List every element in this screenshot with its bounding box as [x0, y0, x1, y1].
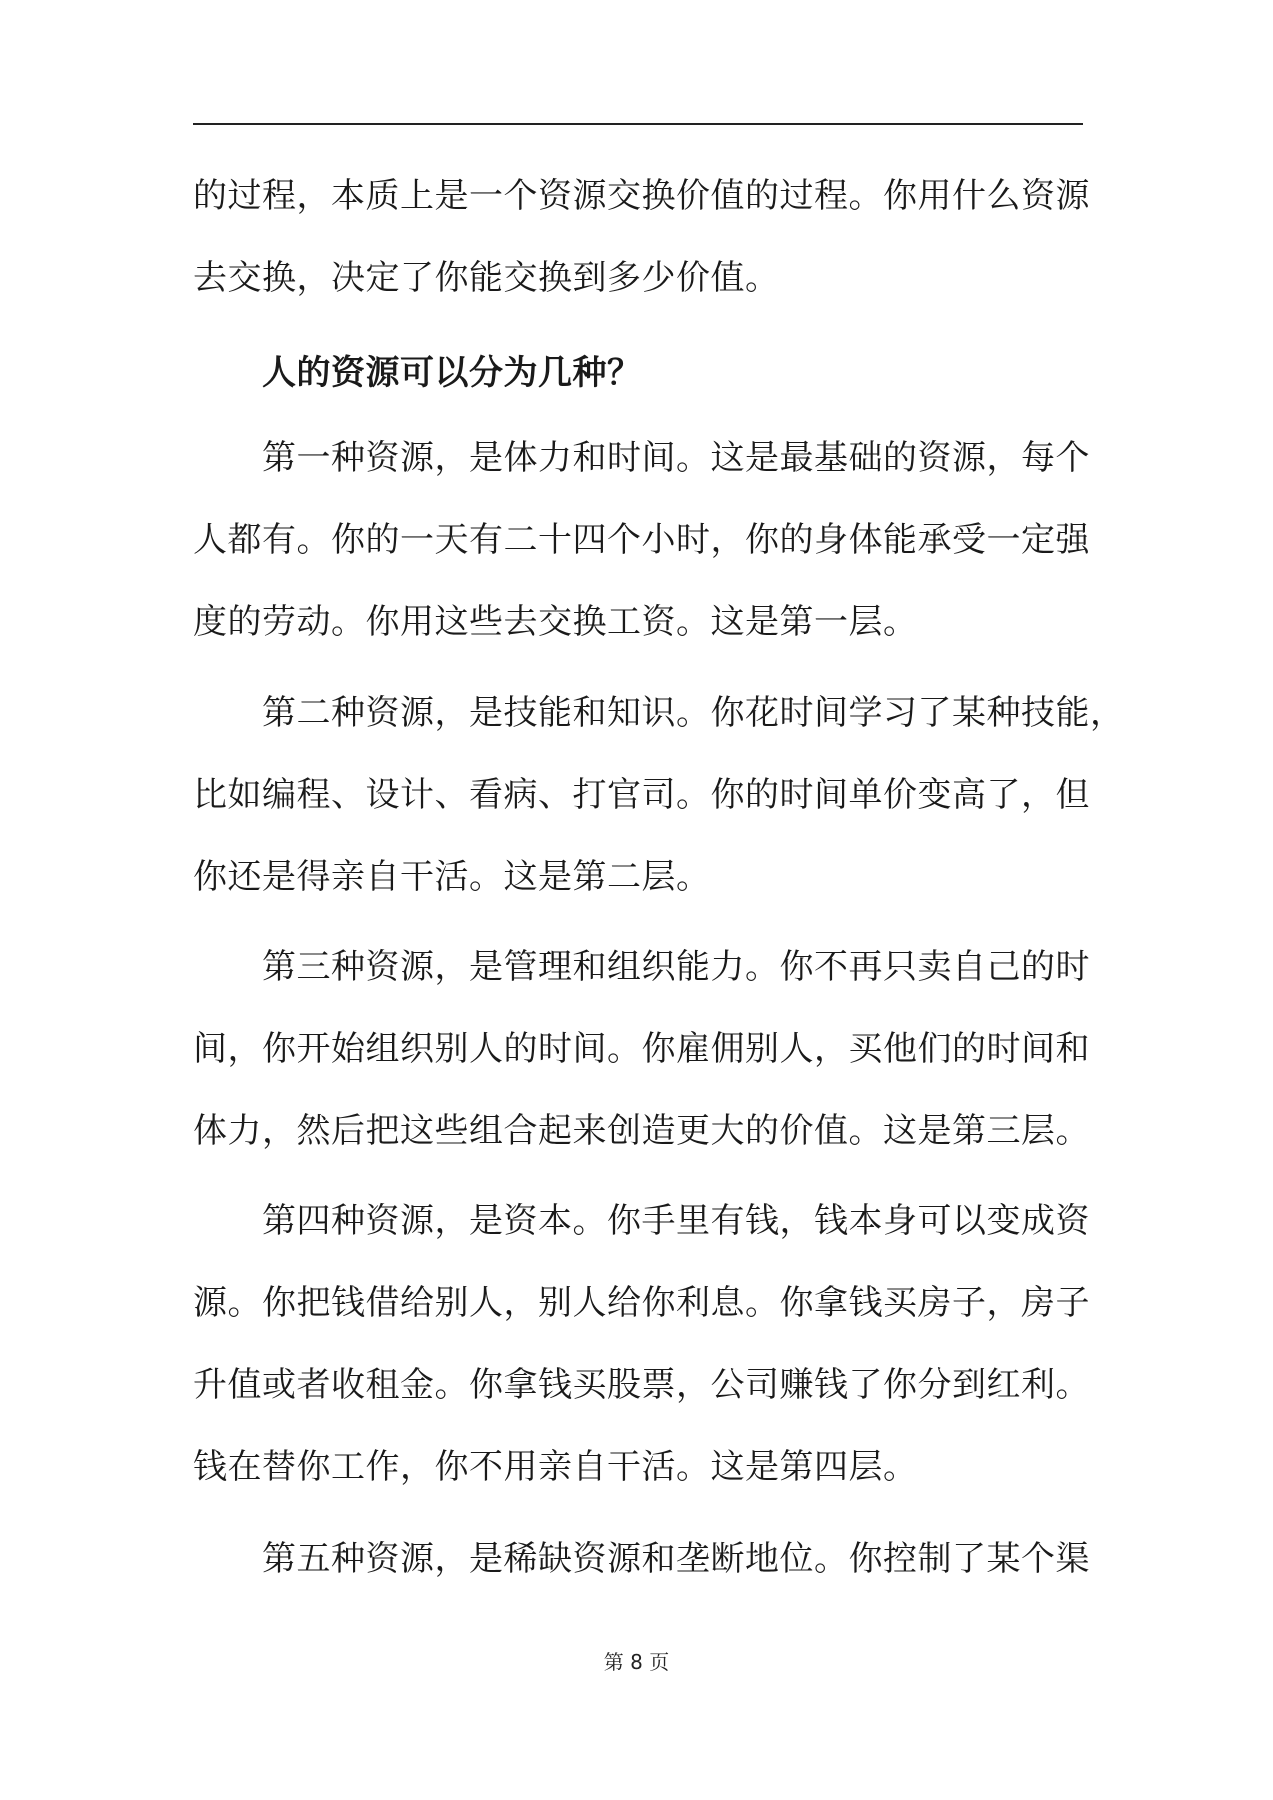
text-line: 第三种资源，是管理和组织能力。你不再只卖自己的时 [262, 947, 1090, 987]
text-line: 度的劳动。你用这些去交换工资。这是第一层。 [193, 602, 918, 642]
text-line: 去交换，决定了你能交换到多少价值。 [193, 258, 780, 298]
text-line: 人都有。你的一天有二十四个小时，你的身体能承受一定强 [193, 520, 1090, 560]
text-line: 第四种资源，是资本。你手里有钱，钱本身可以变成资 [262, 1201, 1090, 1241]
text-line: 体力，然后把这些组合起来创造更大的价值。这是第三层。 [193, 1111, 1090, 1151]
text-line: 源。你把钱借给别人，别人给你利息。你拿钱买房子，房子 [193, 1283, 1090, 1323]
text-line: 第五种资源，是稀缺资源和垄断地位。你控制了某个渠 [262, 1539, 1090, 1579]
section-heading: 人的资源可以分为几种？ [262, 353, 642, 393]
text-line: 第一种资源，是体力和时间。这是最基础的资源，每个 [262, 438, 1090, 478]
text-line: 的过程，本质上是一个资源交换价值的过程。你用什么资源 [193, 176, 1090, 216]
text-line: 比如编程、设计、看病、打官司。你的时间单价变高了，但 [193, 775, 1090, 815]
page-number: 第 8 页 [603, 1650, 670, 1674]
text-line: 钱在替你工作，你不用亲自干活。这是第四层。 [193, 1447, 918, 1487]
text-line: 第二种资源，是技能和知识。你花时间学习了某种技能， [262, 693, 1125, 733]
text-line: 间，你开始组织别人的时间。你雇佣别人，买他们的时间和 [193, 1029, 1090, 1069]
header-divider [193, 123, 1083, 125]
text-line: 升值或者收租金。你拿钱买股票，公司赚钱了你分到红利。 [193, 1365, 1090, 1405]
text-line: 你还是得亲自干活。这是第二层。 [193, 857, 711, 897]
